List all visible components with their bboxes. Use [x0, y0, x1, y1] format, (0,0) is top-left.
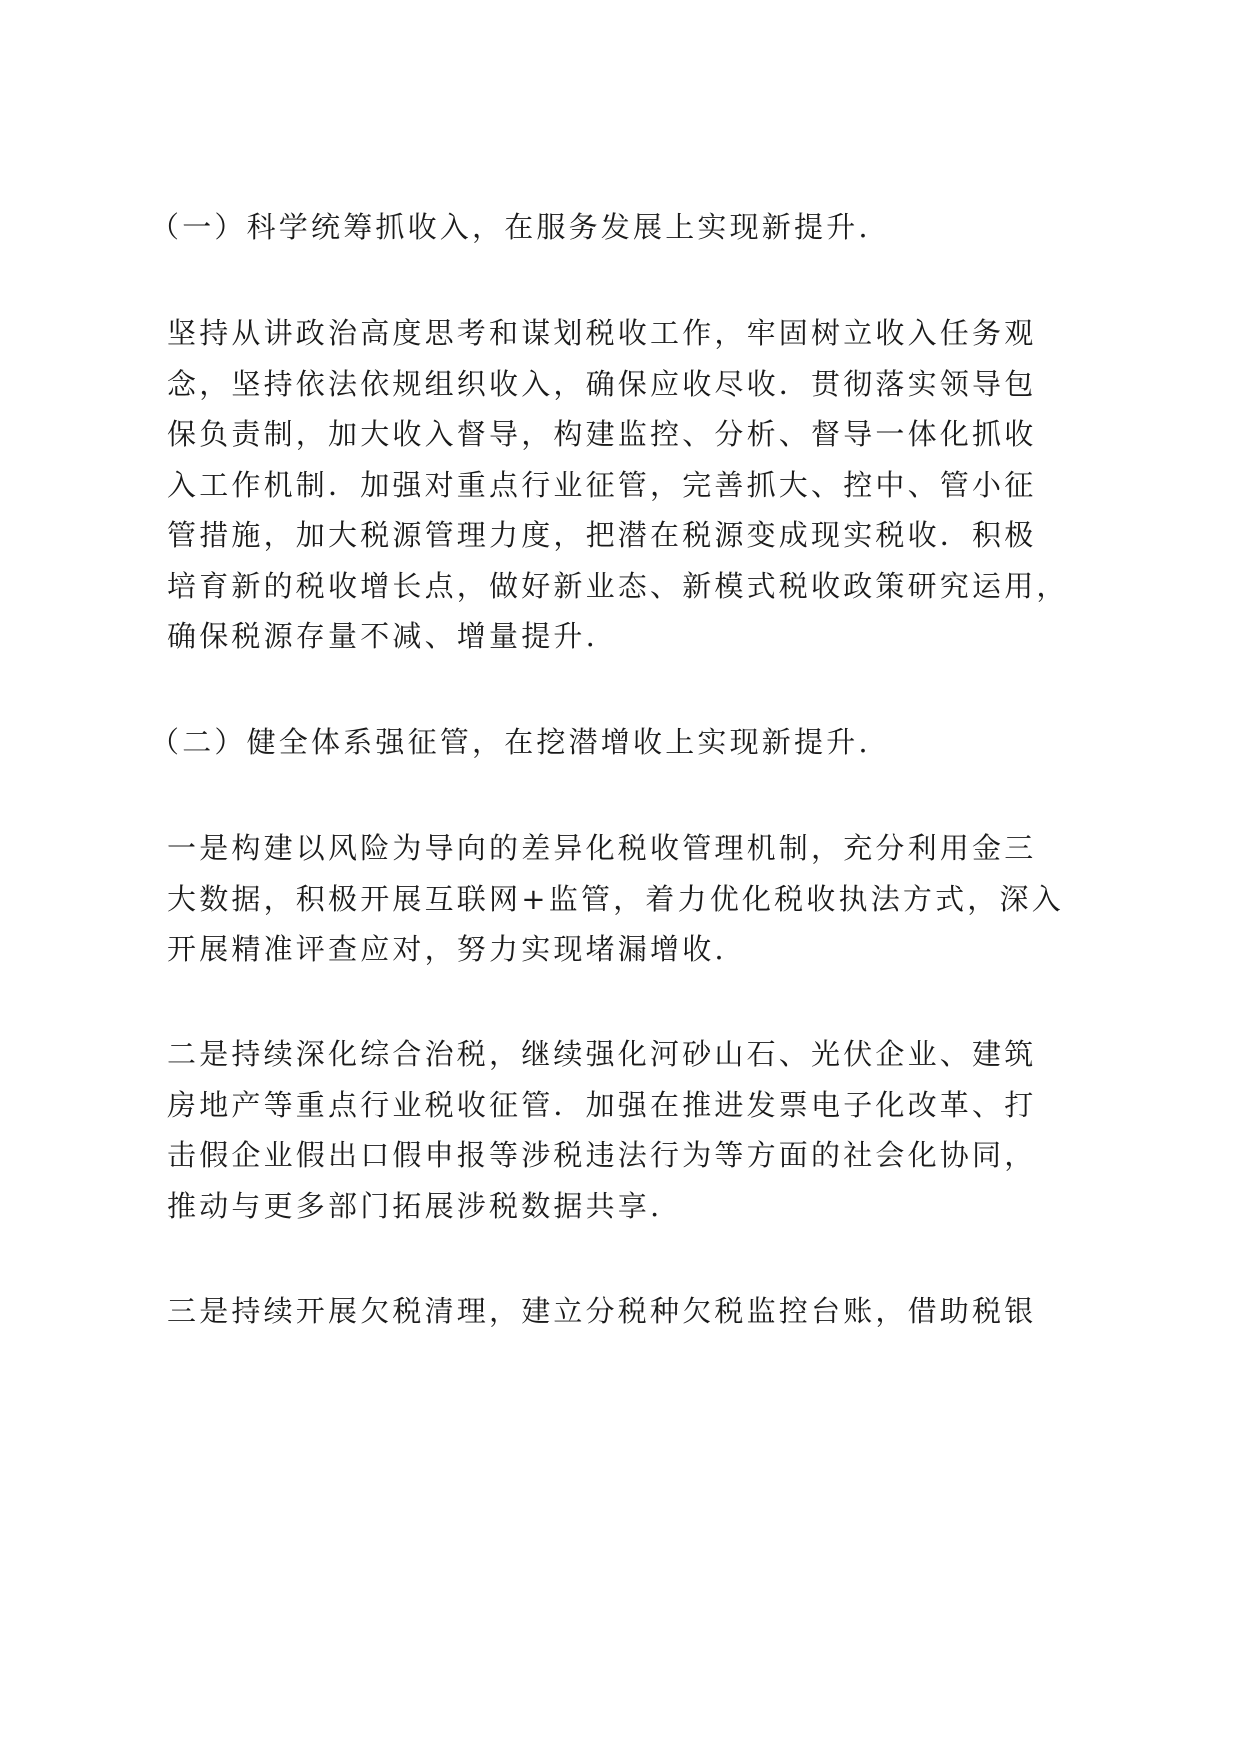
paragraph-line: 击假企业假出口假申报等涉税违法行为等方面的社会化协同，: [167, 1138, 1037, 1172]
paragraph-line: 二是持续深化综合治税，继续强化河砂山石、光伏企业、建筑: [167, 1037, 1037, 1071]
paragraph-line: 坚持从讲政治高度思考和谋划税收工作，牢固树立收入任务观: [167, 316, 1037, 350]
paragraph-line: 念，坚持依法依规组织收入，确保应收尽收．贯彻落实领导包: [167, 366, 1037, 401]
paragraph-line: 大数据，积极开展互联网+监管，着力优化税收执法方式，深入: [167, 881, 1064, 916]
paragraph-line: 保负责制，加大收入督导，构建监控、分析、督导一体化抓收: [167, 417, 1037, 451]
paragraph-line: 房地产等重点行业税收征管．加强在推进发票电子化改革、打: [167, 1087, 1037, 1122]
paragraph-3: [167, 1029, 1087, 1231]
paragraph-line: 培育新的税收增长点，做好新业态、新模式税收政策研究运用，: [167, 568, 1069, 603]
paragraph-line: 确保税源存量不减、增量提升.: [167, 619, 599, 653]
heading-line: （一）科学统筹抓收入，在服务发展上实现新提升.: [150, 210, 871, 244]
paragraph-line: 三是持续开展欠税清理，建立分税种欠税监控台账，借助税银: [167, 1294, 1037, 1328]
paragraph-line: 入工作机制．加强对重点行业征管，完善抓大、控中、管小征: [167, 467, 1037, 502]
paragraph-line: 推动与更多部门拓展涉税数据共享.: [167, 1188, 663, 1223]
paragraph-line: 管措施，加大税源管理力度，把潜在税源变成现实税收．积极: [167, 518, 1037, 552]
paragraph-line: 开展精准评查应对，努力实现堵漏增收.: [167, 932, 727, 966]
paragraph-line: 一是构建以风险为导向的差异化税收管理机制，充分利用金三: [167, 831, 1037, 865]
heading-line: （二）健全体系强征管，在挖潜增收上实现新提升.: [150, 725, 871, 759]
section-heading-2: [150, 717, 1070, 768]
paragraph-4: [167, 1286, 1087, 1337]
paragraph-1: [167, 308, 1087, 662]
paragraph-2: [167, 823, 1087, 975]
section-heading-1: [150, 202, 1070, 253]
